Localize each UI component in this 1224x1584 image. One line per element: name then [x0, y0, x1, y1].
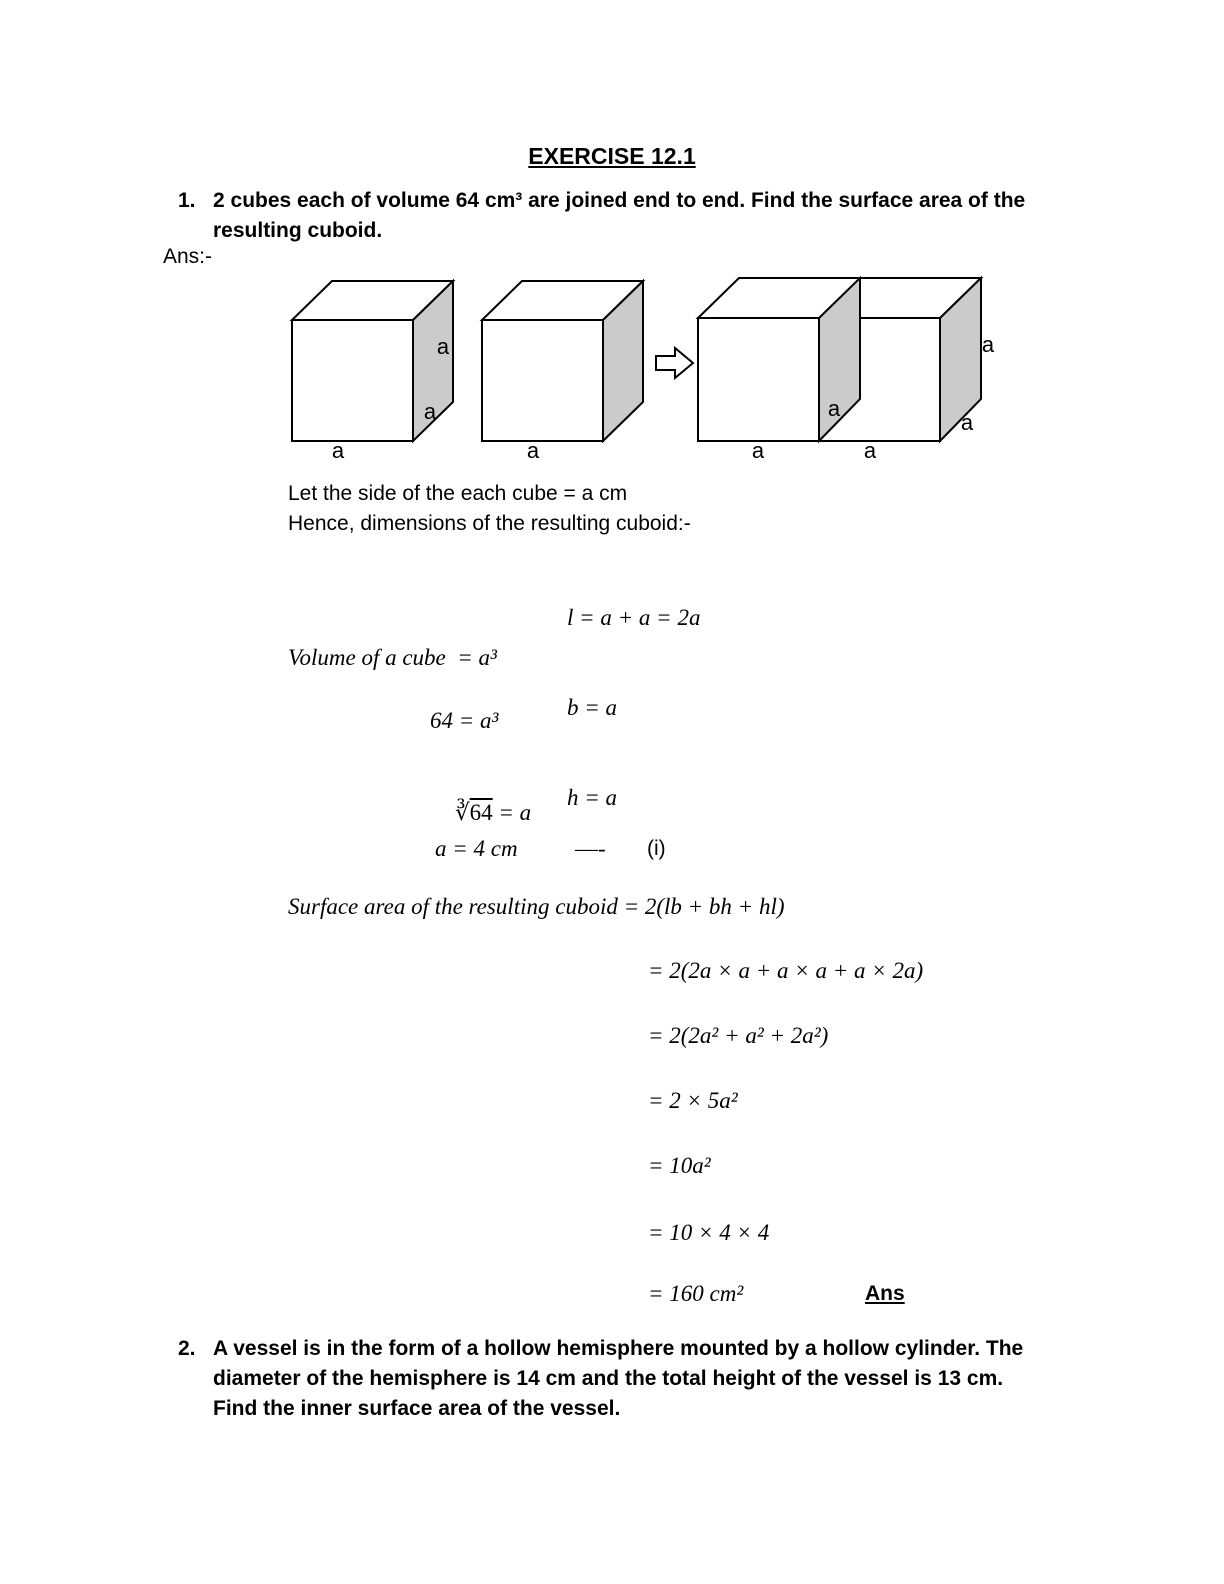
cuboid-edge-label-bottom-left: a	[751, 438, 765, 463]
cube-1	[292, 281, 453, 463]
cube-2	[482, 281, 643, 463]
arrow-right-icon	[656, 348, 693, 378]
question-1-line-1: 2 cubes each of volume 64 cm³ are joined end to end. Find the surface area of the	[213, 189, 1026, 212]
volume-formula: Volume of a cube = a³	[288, 645, 497, 670]
cube1-edge-label-bottom: a	[331, 438, 345, 463]
cuboid-edge-label-right: a	[981, 332, 995, 357]
dash-mark: —-	[575, 836, 606, 861]
cube-root-radical-icon: ∛	[455, 800, 470, 825]
question-1	[178, 186, 1083, 246]
cube1-front-face	[292, 320, 413, 441]
dimension-equations	[567, 543, 700, 873]
derivation-step-5: = 10 × 4 × 4	[648, 1220, 770, 1245]
question-2-line-3: Find the inner surface area of the vessel.	[213, 1397, 621, 1420]
solution-intro	[288, 479, 691, 539]
derivation-step-6: = 160 cm²	[648, 1281, 744, 1306]
question-2-line-1: A vessel is in the form of a hollow hemisphere mounted by a hollow cylinder. The	[213, 1337, 1024, 1360]
question-2-text	[213, 1334, 1083, 1424]
cube2-front-face	[482, 320, 603, 441]
intro-line-2: Hence, dimensions of the resulting cuboid:-	[288, 512, 691, 535]
dimension-breadth: b = a	[567, 695, 618, 720]
question-2-number: 2.	[178, 1337, 196, 1360]
cuboid-edge-label-bottom-right: a	[863, 438, 877, 463]
question-1-text	[213, 186, 1083, 246]
surface-area-formula: Surface area of the resulting cuboid = 2(lb + bh + hl)	[288, 894, 785, 919]
answer-word: Ans	[865, 1282, 905, 1305]
cube-diagram	[270, 265, 1015, 470]
question-1-line-2: resulting cuboid.	[213, 219, 383, 242]
derivation-step-1: = 2(2a × a + a × a + a × 2a)	[648, 958, 924, 983]
question-2	[178, 1334, 1083, 1424]
dimension-length: l = a + a = 2a	[567, 605, 701, 630]
derivation-step-2: = 2(2a² + a² + 2a²)	[648, 1023, 829, 1048]
dimension-height: h = a	[567, 785, 618, 810]
cuboid-front-left-face	[698, 318, 819, 441]
a-value-equation: a = 4 cm	[435, 836, 518, 861]
joined-cuboid	[698, 278, 995, 463]
volume-equation: 64 = a³	[430, 708, 499, 733]
page-title: EXERCISE 12.1	[528, 143, 696, 169]
cube-root-rhs: = a	[492, 800, 532, 825]
cube1-edge-label-depth: a	[423, 399, 437, 424]
answer-label: Ans:-	[163, 245, 213, 268]
derivation-step-4: = 10a²	[648, 1153, 711, 1178]
question-2-line-2: diameter of the hemisphere is 14 cm and the total height of the vessel is 13 cm.	[213, 1367, 1004, 1390]
cuboid-edge-label-depth: a	[960, 410, 974, 435]
cube2-edge-label-bottom: a	[526, 438, 540, 463]
cube-root-radicand: 64	[469, 800, 493, 825]
question-1-number: 1.	[178, 189, 196, 212]
intro-line-1: Let the side of the each cube = a cm	[288, 482, 628, 505]
equation-ref-i: (i)	[647, 837, 666, 860]
cube1-edge-label-right: a	[436, 334, 450, 359]
cuboid-edge-label-divider: a	[827, 396, 841, 421]
derivation-step-3: = 2 × 5a²	[648, 1088, 738, 1113]
